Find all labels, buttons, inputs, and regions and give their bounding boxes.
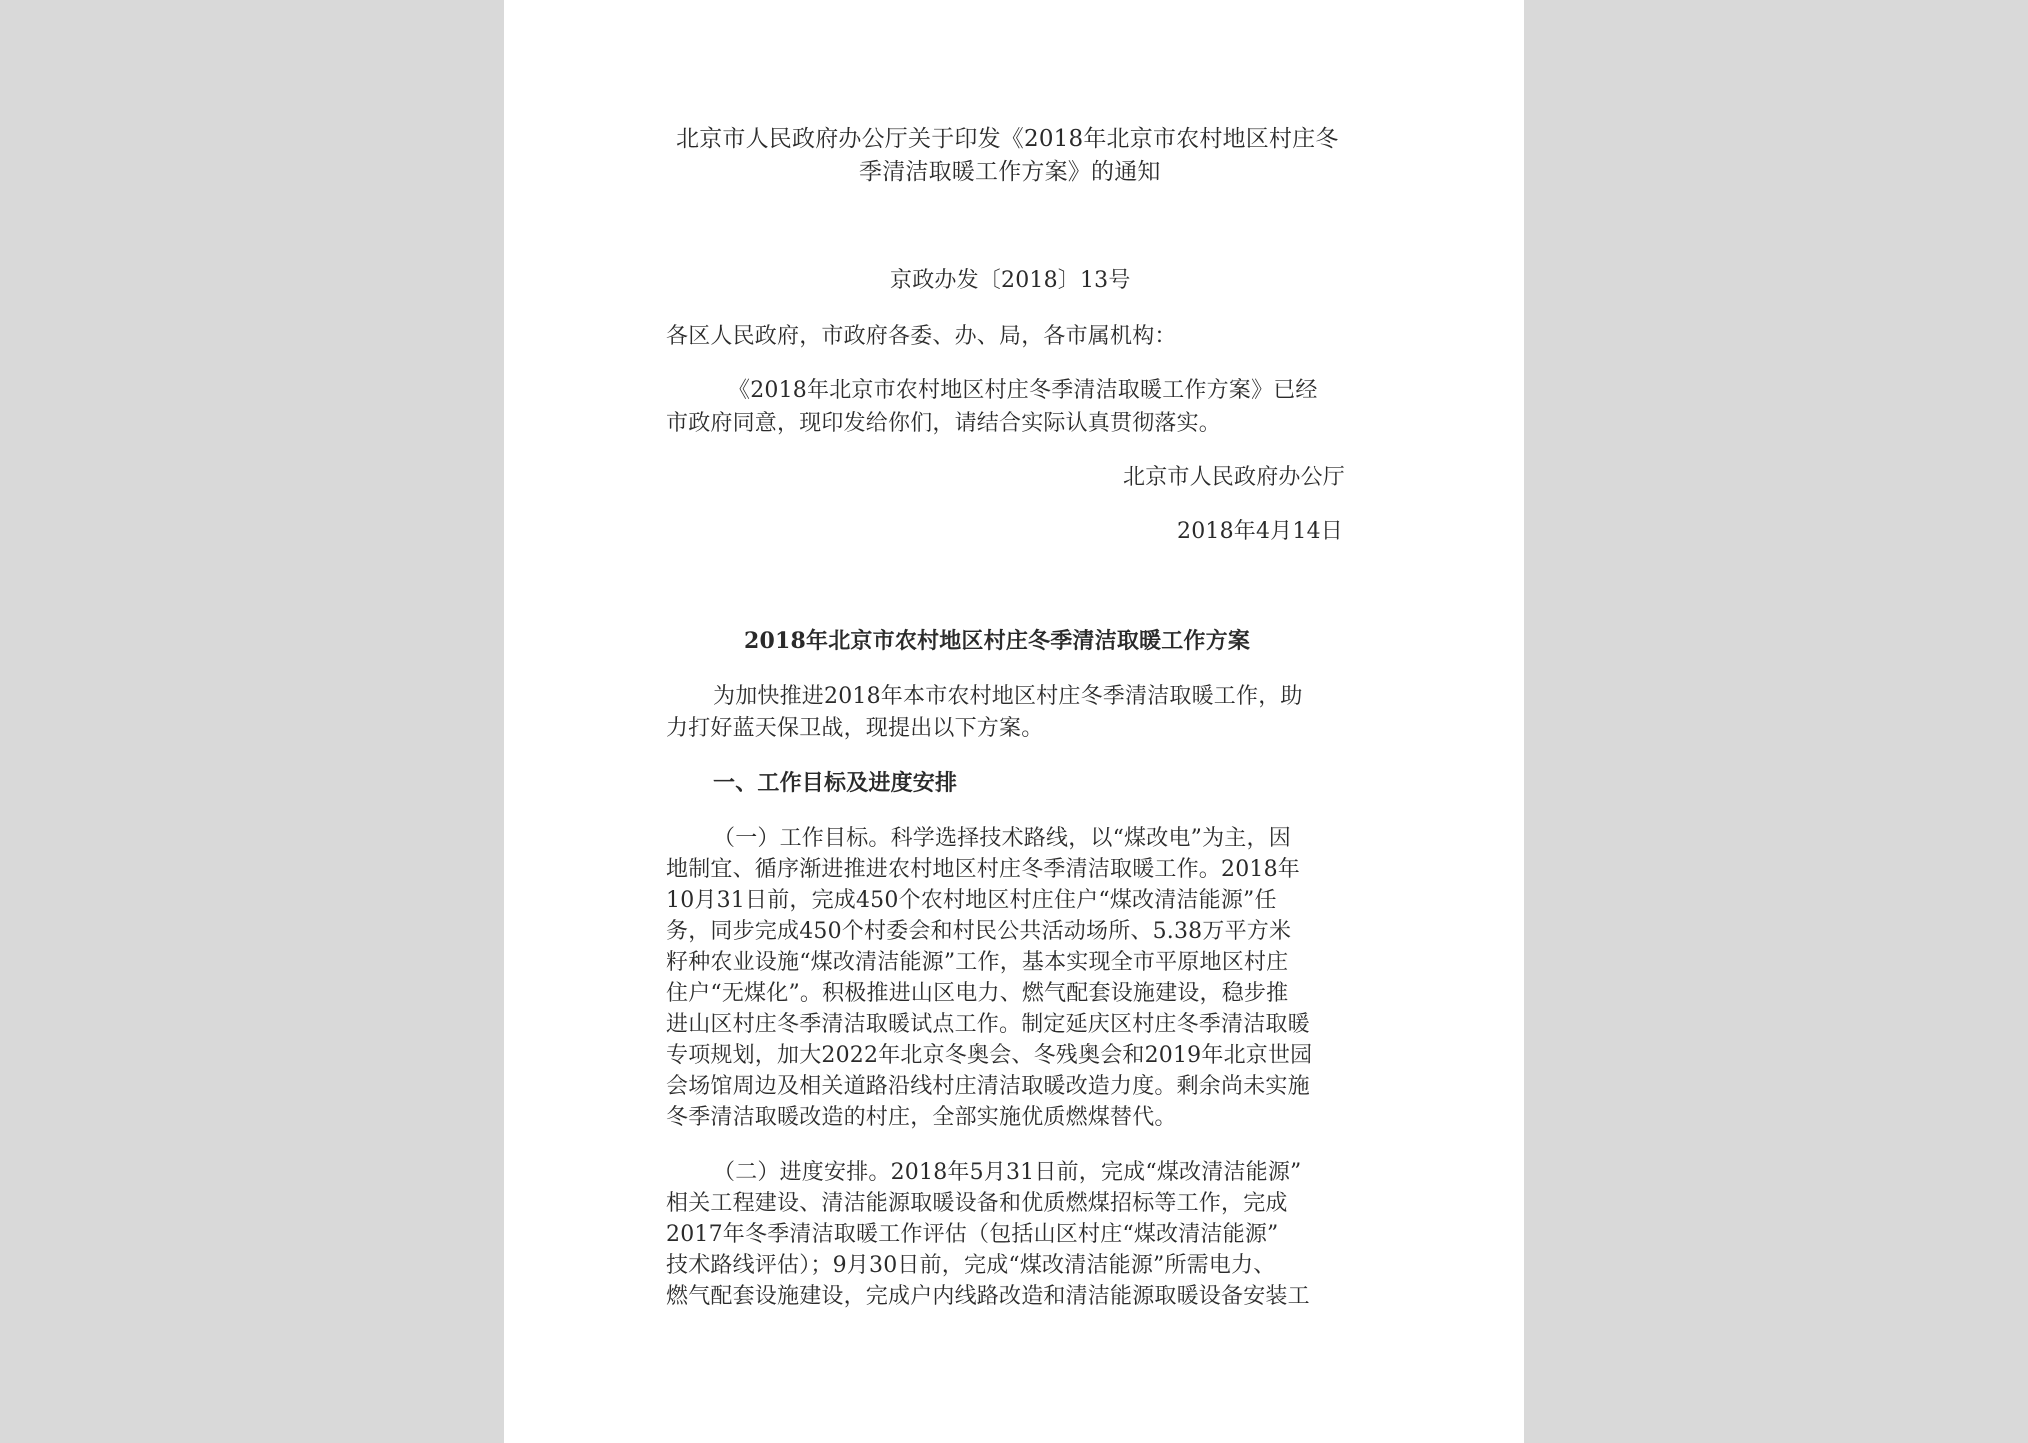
addressee: 各区人民政府，市政府各委、办、局，各市属机构： [666,324,1177,349]
para2-line: 相关工程建设、清洁能源取暖设备和优质燃煤招标等工作，完成 [666,1191,1288,1216]
doc-number: 京政办发〔2018〕13号 [890,268,1131,293]
para1-line: （一）工作目标。科学选择技术路线，以“煤改电”为主，因 [713,826,1291,851]
para2-line: 技术路线评估）；9月30日前，完成“煤改清洁能源”所需电力、 [666,1253,1276,1278]
para1-line: 10月31日前，完成450个农村地区村庄住户“煤改清洁能源”任 [666,888,1277,913]
document-page [504,0,1524,1443]
para1-line: 会场馆周边及相关道路沿线村庄清洁取暖改造力度。剩余尚未实施 [666,1074,1310,1099]
para1-line: 务，同步完成450个村委会和村民公共活动场所、5.38万平方米 [666,919,1292,944]
intro-line-1: 为加快推进2018年本市农村地区村庄冬季清洁取暖工作，助 [713,684,1303,709]
para2-line: （二）进度安排。2018年5月31日前，完成“煤改清洁能源” [713,1160,1302,1185]
notice-body-line-1: 《2018年北京市农村地区村庄冬季清洁取暖工作方案》已经 [728,378,1318,403]
issuer: 北京市人民政府办公厅 [1123,465,1346,490]
para1-line: 专项规划，加大2022年北京冬奥会、冬残奥会和2019年北京世园 [666,1043,1313,1068]
notice-title-line-2: 季清洁取暖工作方案》的通知 [859,159,1161,185]
para1-line: 籽种农业设施“煤改清洁能源”工作，基本实现全市平原地区村庄 [666,950,1289,975]
plan-title: 2018年北京市农村地区村庄冬季清洁取暖工作方案 [744,628,1251,654]
para1-line: 冬季清洁取暖改造的村庄，全部实施优质燃煤替代。 [666,1105,1177,1130]
para2-line: 燃气配套设施建设，完成户内线路改造和清洁能源取暖设备安装工 [666,1284,1310,1309]
issue-date: 2018年4月14日 [1177,519,1343,544]
section-1-heading: 一、工作目标及进度安排 [713,770,958,796]
para1-line: 地制宜、循序渐进推进农村地区村庄冬季清洁取暖工作。2018年 [666,857,1300,882]
para1-line: 进山区村庄冬季清洁取暖试点工作。制定延庆区村庄冬季清洁取暖 [666,1012,1310,1037]
notice-body-line-2: 市政府同意，现印发给你们，请结合实际认真贯彻落实。 [666,411,1222,436]
notice-title-line-1: 北京市人民政府办公厅关于印发《2018年北京市农村地区村庄冬 [676,126,1339,152]
para2-line: 2017年冬季清洁取暖工作评估（包括山区村庄“煤改清洁能源” [666,1222,1279,1247]
para1-line: 住户“无煤化”。积极推进山区电力、燃气配套设施建设，稳步推 [666,981,1289,1006]
intro-line-2: 力打好蓝天保卫战，现提出以下方案。 [666,716,1044,741]
